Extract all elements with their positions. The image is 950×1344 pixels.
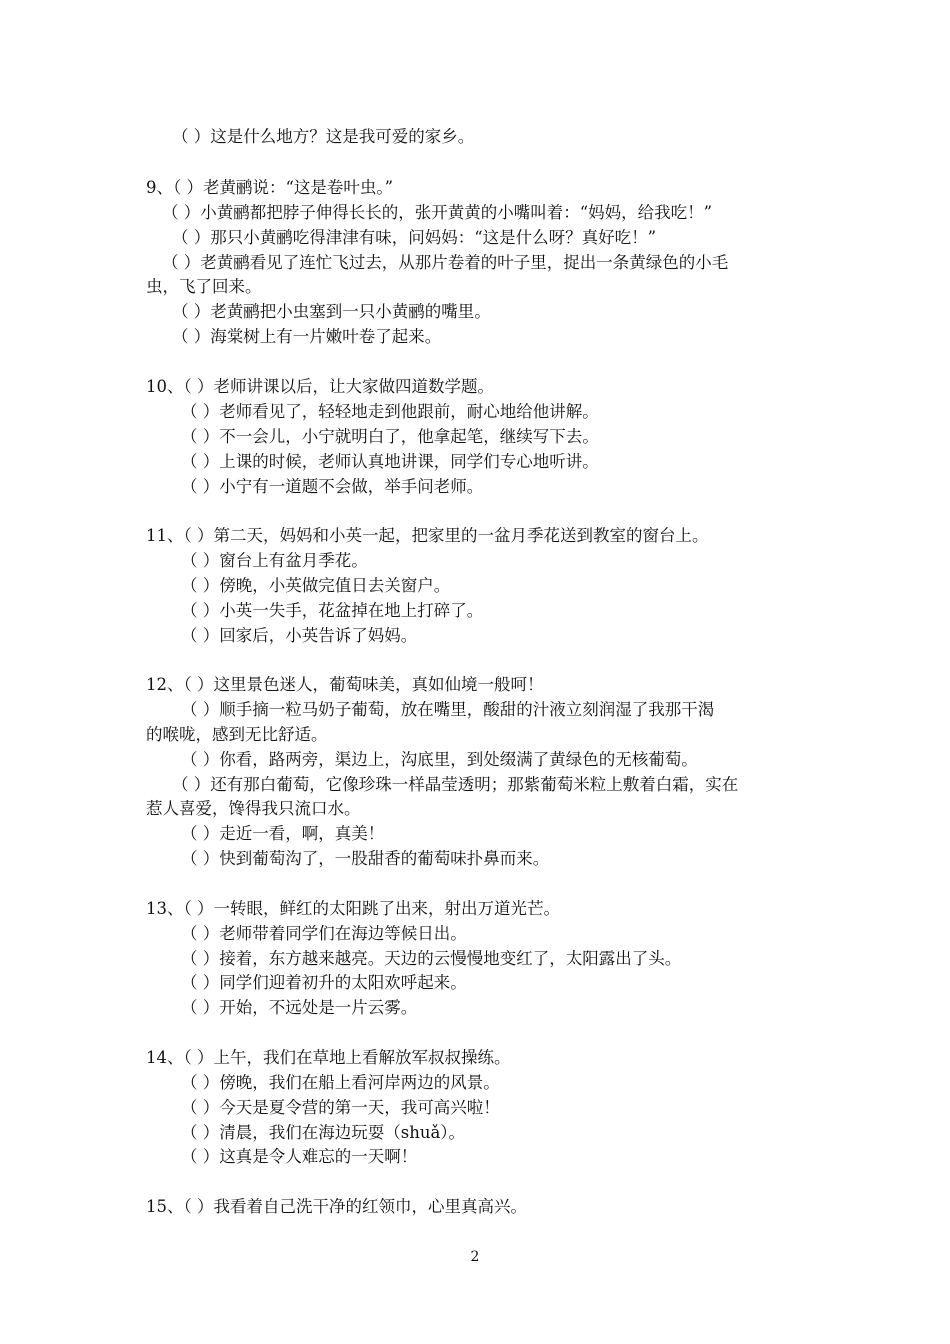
text-line: （ ）走近一看，啊，真美！ <box>181 824 385 843</box>
question-13-heading: 13、（ ）一转眼，鲜红的太阳跳了出来，射出万道光芒。 <box>146 899 560 918</box>
question-11-heading: 11、（ ）第二天，妈妈和小英一起，把家里的一盆月季花送到教室的窗台上。 <box>146 526 709 545</box>
text-line: （ ）小宁有一道题不会做，举手问老师。 <box>181 477 484 496</box>
text-line: （ ）傍晚，我们在船上看河岸两边的风景。 <box>181 1073 500 1092</box>
text-line: （ ）老师带着同学们在海边等候日出。 <box>181 924 467 943</box>
text-line: 惹人喜爱，馋得我只流口水。 <box>146 799 361 818</box>
text-line: （ ）海棠树上有一片嫩叶卷了起来。 <box>172 327 442 346</box>
text-line: （ ）窗台上有盆月季花。 <box>181 551 368 570</box>
text-line: （ ）这是什么地方？这是我可爱的家乡。 <box>172 127 475 146</box>
text-line: （ ）小黄鹂都把脖子伸得长长的，张开黄黄的小嘴叫着：“妈妈，给我吃！” <box>162 203 713 222</box>
text-line: （ ）清晨，我们在海边玩耍（shuǎ）。 <box>181 1123 466 1142</box>
text-line: （ ）接着，东方越来越亮。天边的云慢慢地变红了，太阳露出了头。 <box>181 949 682 968</box>
question-15-heading: 15、（ ）我看着自己洗干净的红领巾，心里真高兴。 <box>146 1197 527 1216</box>
text-line: （ ）上课的时候，老师认真地讲课，同学们专心地听讲。 <box>181 452 599 471</box>
text-line: （ ）开始，不远处是一片云雾。 <box>181 998 418 1017</box>
text-line: （ ）老黄鹂看见了连忙飞过去，从那片卷着的叶子里，捉出一条黄绿色的小毛 <box>162 253 729 272</box>
text-line: （ ）老师看见了，轻轻地走到他跟前，耐心地给他讲解。 <box>181 402 599 421</box>
text-line: （ ）顺手摘一粒马奶子葡萄，放在嘴里，酸甜的汁液立刻润湿了我那干渴 <box>181 700 715 719</box>
text-line: （ ）那只小黄鹂吃得津津有味，问妈妈：“这是什么呀？真好吃！” <box>172 228 657 247</box>
question-9-heading: 9、（ ）老黄鹂说：“这是卷叶虫。” <box>146 178 394 197</box>
text-line: （ ）傍晚，小英做完值日去关窗户。 <box>181 576 451 595</box>
text-line: （ ）同学们迎着初升的太阳欢呼起来。 <box>181 973 467 992</box>
text-line: （ ）你看，路两旁，渠边上，沟底里，到处缀满了黄绿色的无核葡萄。 <box>181 750 698 769</box>
question-10-heading: 10、（ ）老师讲课以后，让大家做四道数学题。 <box>146 377 494 396</box>
text-line: （ ）老黄鹂把小虫塞到一只小黄鹂的嘴里。 <box>172 302 491 321</box>
question-12-heading: 12、（ ）这里景色迷人，葡萄味美，真如仙境一般呵！ <box>146 675 544 694</box>
question-14-heading: 14、（ ）上午，我们在草地上看解放军叔叔操练。 <box>146 1048 511 1067</box>
text-line: （ ）不一会儿，小宁就明白了，他拿起笔，继续写下去。 <box>181 427 599 446</box>
text-line: 虫，飞了回来。 <box>146 277 262 296</box>
text-line: （ ）还有那白葡萄，它像珍珠一样晶莹透明；那紫葡萄米粒上敷着白霜，实在 <box>172 775 739 794</box>
text-line: 的喉咙，感到无比舒适。 <box>146 725 328 744</box>
text-line: （ ）小英一失手，花盆掉在地上打碎了。 <box>181 601 484 620</box>
text-line: （ ）回家后，小英告诉了妈妈。 <box>181 626 418 645</box>
text-line: （ ）今天是夏令营的第一天，我可高兴啦！ <box>181 1098 500 1117</box>
text-line: （ ）这真是令人难忘的一天啊！ <box>181 1147 418 1166</box>
text-line: （ ）快到葡萄沟了，一股甜香的葡萄味扑鼻而来。 <box>181 849 550 868</box>
page-number: 2 <box>470 1249 480 1265</box>
